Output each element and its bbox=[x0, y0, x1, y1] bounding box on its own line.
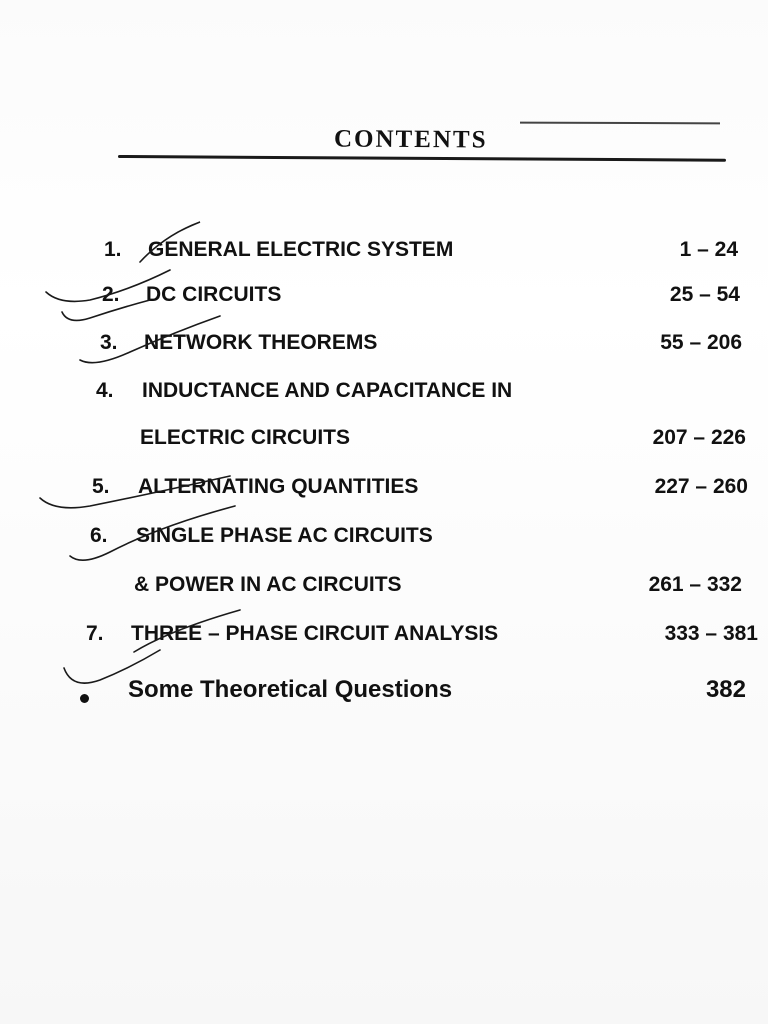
tick-mark-8 bbox=[64, 650, 160, 683]
tick-mark-5 bbox=[40, 476, 230, 508]
entry-title: SINGLE PHASE AC CIRCUITS bbox=[136, 524, 433, 547]
entry-title: ELECTRIC CIRCUITS bbox=[140, 426, 350, 449]
entry-title: & POWER IN AC CIRCUITS bbox=[134, 573, 402, 596]
entry-title: DC CIRCUITS bbox=[146, 283, 282, 306]
entry-pages: 207 – 226 bbox=[652, 426, 746, 449]
entry-number: 2. bbox=[102, 283, 120, 306]
entry-number: 6. bbox=[90, 524, 108, 547]
page-title: CONTENTS bbox=[333, 125, 488, 154]
entry-number: 5. bbox=[92, 475, 110, 498]
tick-mark-3 bbox=[80, 316, 220, 363]
entry-number: 4. bbox=[96, 379, 114, 402]
entry-title: NETWORK THEOREMS bbox=[144, 331, 378, 354]
entry-pages: 333 – 381 bbox=[664, 622, 758, 645]
tick-mark-7 bbox=[134, 610, 240, 652]
entry-title: THREE – PHASE CIRCUIT ANALYSIS bbox=[131, 622, 499, 645]
entry-pages: 227 – 260 bbox=[654, 475, 748, 498]
entry-pages: 382 bbox=[705, 676, 746, 703]
entry-title: ALTERNATING QUANTITIES bbox=[138, 475, 419, 498]
entry-title: INDUCTANCE AND CAPACITANCE IN bbox=[142, 379, 513, 402]
entry-title: GENERAL ELECTRIC SYSTEM bbox=[148, 238, 454, 261]
tick-mark-2 bbox=[46, 270, 170, 301]
tick-mark-1 bbox=[140, 222, 200, 262]
entry-pages: 261 – 332 bbox=[648, 573, 742, 596]
entry-number: 3. bbox=[100, 331, 118, 354]
entry-number: 7. bbox=[86, 622, 104, 645]
entry-pages: 1 – 24 bbox=[679, 238, 738, 261]
tick-mark-6 bbox=[70, 506, 235, 560]
entry-title: Some Theoretical Questions bbox=[128, 676, 453, 703]
tick-mark-2b bbox=[62, 300, 150, 320]
entry-pages: 55 – 206 bbox=[660, 331, 742, 354]
entry-number: 1. bbox=[104, 238, 122, 261]
entry-pages: 25 – 54 bbox=[669, 283, 740, 306]
